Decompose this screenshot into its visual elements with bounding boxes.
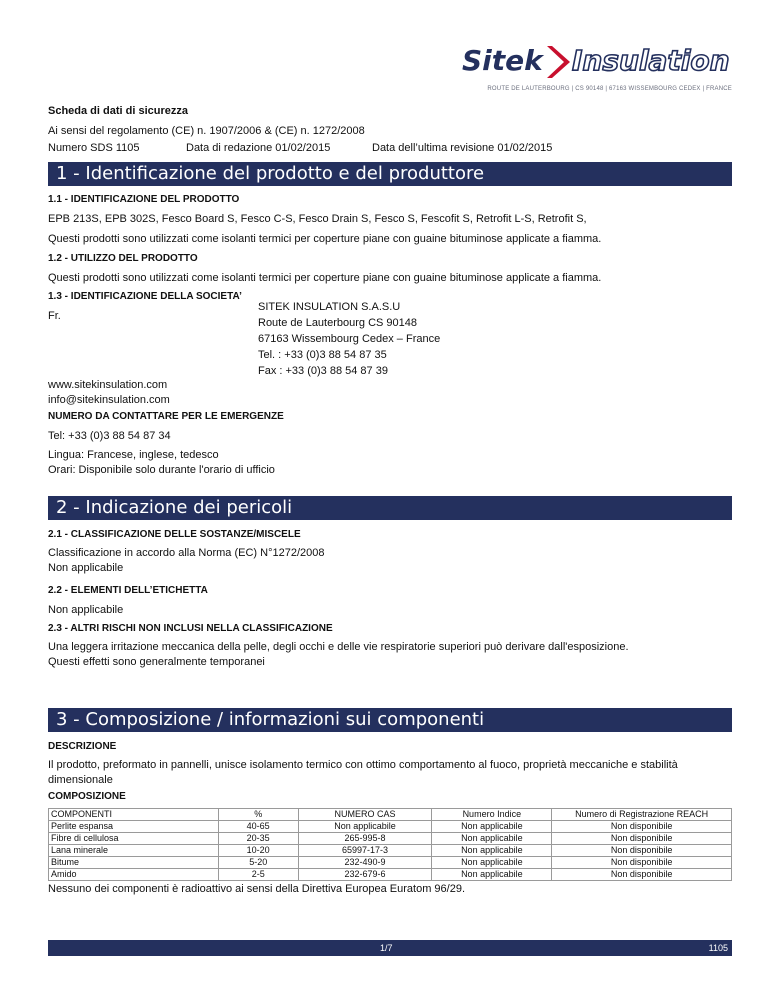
company-city: 67163 Wissembourg Cedex – France (258, 333, 441, 345)
table-cell: 2-5 (218, 869, 298, 881)
table-cell: Non applicabile (432, 857, 552, 869)
composition-table (48, 808, 732, 881)
table-row (49, 833, 732, 845)
logo-word-sitek: Sitek (462, 44, 543, 77)
table-cell: Perlite espansa (49, 821, 219, 833)
description-line2: dimensionale (48, 774, 113, 786)
date-revised: Data dell’ultima revisione 01/02/2015 (372, 142, 553, 154)
s13-heading: 1.3 - IDENTIFICAZIONE DELLA SOCIETA’ (48, 291, 242, 302)
table-cell: Fibre di cellulosa (49, 833, 219, 845)
company-address-header: ROUTE DE LAUTERBOURG | CS 90148 | 67163 WISSEMBOURG CEDEX | FRANCE (487, 86, 732, 92)
table-cell: Non applicabile (432, 869, 552, 881)
languages: Lingua: Francese, inglese, tedesco (48, 449, 219, 461)
s22-heading: 2.2 - ELEMENTI DELL’ETICHETTA (48, 585, 208, 596)
composition-heading: COMPOSIZIONE (48, 791, 126, 802)
description-line1: Il prodotto, preformato in pannelli, unisce isolamento termico con ottimo comportamento al fuoco, proprietà meccaniche e stabilità (48, 759, 678, 771)
table-cell: 232-679-6 (298, 869, 432, 881)
table-header-cell: Numero Indice (432, 809, 552, 821)
company-country: Fr. (48, 310, 61, 322)
table-cell: Non applicabile (432, 821, 552, 833)
table-header-cell: Numero di Registrazione REACH (552, 809, 732, 821)
table-cell: Non disponibile (552, 857, 732, 869)
emergency-tel: Tel: +33 (0)3 88 54 87 34 (48, 430, 171, 442)
s23-line2: Questi effetti sono generalmente temporanei (48, 656, 265, 668)
s11-heading: 1.1 - IDENTIFICAZIONE DEL PRODOTTO (48, 194, 240, 205)
table-cell: 65997-17-3 (298, 845, 432, 857)
s11-use: Questi prodotti sono utilizzati come isolanti termici per coperture piane con guaine bituminose applicate a fiamma. (48, 233, 602, 245)
s23-line1: Una leggera irritazione meccanica della pelle, degli occhi e delle vie respiratorie superiori può derivare dall'esposizione. (48, 641, 629, 653)
company-fax: Fax : +33 (0)3 88 54 87 39 (258, 365, 388, 377)
document-code: 1105 (708, 943, 728, 953)
section-2-title: 2 - Indicazione dei pericoli (48, 496, 732, 520)
table-row (49, 845, 732, 857)
table-cell: Non disponibile (552, 833, 732, 845)
company-website-link[interactable]: www.sitekinsulation.com (48, 379, 168, 391)
s12-heading: 1.2 - UTILIZZO DEL PRODOTTO (48, 253, 198, 264)
company-tel: Tel. : +33 (0)3 88 54 87 35 (258, 349, 387, 361)
page-number: 1/7 (380, 943, 393, 953)
s21-line2: Non applicabile (48, 562, 124, 574)
table-cell: Amido (49, 869, 219, 881)
company-details (258, 299, 440, 379)
table-cell: 5-20 (218, 857, 298, 869)
sds-number: Numero SDS 1105 (48, 142, 140, 154)
section-1-title: 1 - Identificazione del prodotto e del produttore (48, 162, 732, 186)
company-name: SITEK INSULATION S.A.S.U (258, 301, 401, 313)
table-cell: 10-20 (218, 845, 298, 857)
table-cell: Non applicabile (432, 845, 552, 857)
s21-heading: 2.1 - CLASSIFICAZIONE DELLE SOSTANZE/MISCELE (48, 529, 301, 540)
table-cell: Lana minerale (49, 845, 219, 857)
company-email-link[interactable]: info@sitekinsulation.com (48, 394, 170, 406)
logo-word-insulation: Insulation (572, 44, 730, 77)
s12-text: Questi prodotti sono utilizzati come isolanti termici per coperture piane con guaine bituminose applicate a fiamma. (48, 272, 602, 284)
table-row (49, 857, 732, 869)
company-street: Route de Lauterbourg CS 90148 (258, 317, 418, 329)
table-cell: 232-490-9 (298, 857, 432, 869)
section-3-title: 3 - Composizione / informazioni sui componenti (48, 708, 732, 732)
table-cell: Non applicabile (432, 833, 552, 845)
date-written: Data di redazione 01/02/2015 (186, 142, 331, 154)
table-cell: Non applicabile (298, 821, 432, 833)
table-row (49, 869, 732, 881)
s21-line1: Classificazione in accordo alla Norma (EC) N°1272/2008 (48, 547, 325, 559)
s11-products: EPB 213S, EPB 302S, Fesco Board S, Fesco C-S, Fesco Drain S, Fesco S, Fescofit S, Retrofit L-S, Retrofit S, (48, 213, 587, 225)
sitek-logo (460, 40, 732, 84)
table-cell: 20-35 (218, 833, 298, 845)
table-header-cell: COMPONENTI (49, 809, 219, 821)
document-title: Scheda di dati di sicurezza (48, 105, 188, 117)
office-hours: Orari: Disponibile solo durante l'orario di ufficio (48, 464, 275, 476)
table-cell: Non disponibile (552, 869, 732, 881)
s22-text: Non applicabile (48, 604, 124, 616)
regulation-line: Ai sensi del regolamento (CE) n. 1907/2006 & (CE) n. 1272/2008 (48, 125, 365, 137)
table-cell: 40-65 (218, 821, 298, 833)
table-row (49, 821, 732, 833)
table-cell: 265-995-8 (298, 833, 432, 845)
table-cell: Bitume (49, 857, 219, 869)
table-header-cell: % (218, 809, 298, 821)
page-footer (48, 940, 732, 956)
description-heading: DESCRIZIONE (48, 741, 117, 752)
emergency-heading: NUMERO DA CONTATTARE PER LE EMERGENZE (48, 411, 284, 422)
table-cell: Non disponibile (552, 821, 732, 833)
table-header-cell: NUMERO CAS (298, 809, 432, 821)
table-cell: Non disponibile (552, 845, 732, 857)
table-header-row (49, 809, 732, 821)
s23-heading: 2.3 - ALTRI RISCHI NON INCLUSI NELLA CLASSIFICAZIONE (48, 623, 333, 634)
radioactivity-note: Nessuno dei componenti è radioattivo ai sensi della Direttiva Europea Euratom 96/29. (48, 883, 466, 895)
